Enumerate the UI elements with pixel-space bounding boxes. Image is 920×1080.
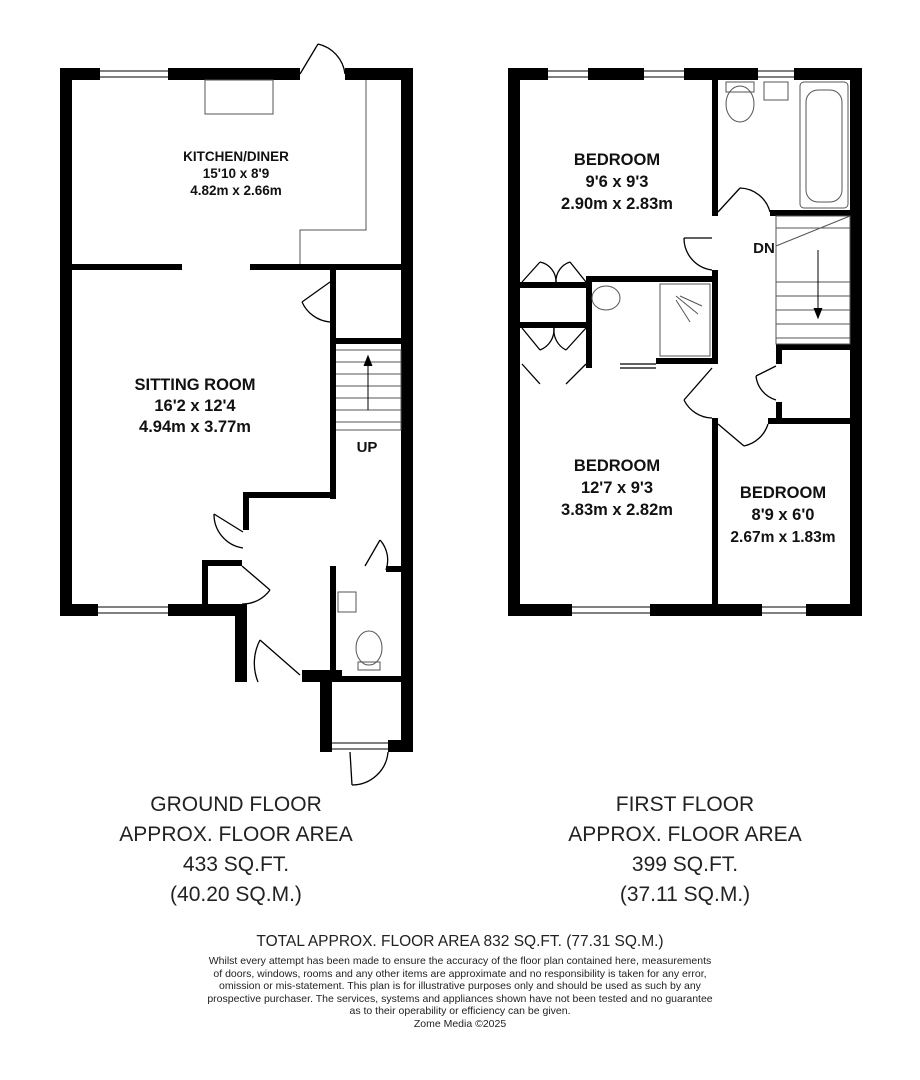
wall xyxy=(712,270,718,282)
first-floor-area-label: APPROX. FLOOR AREA xyxy=(568,823,802,846)
wc-toilet xyxy=(356,631,382,665)
stairs-up-label: UP xyxy=(356,439,378,456)
wall xyxy=(712,80,718,216)
wall xyxy=(250,264,401,270)
room-metric-bedroom-1: 2.90m x 2.83m xyxy=(561,195,673,213)
wall xyxy=(388,740,413,752)
bathtub xyxy=(800,82,848,208)
room-metric-kitchen-diner: 4.82m x 2.66m xyxy=(190,183,282,198)
shower-tray xyxy=(660,284,710,356)
wall xyxy=(586,276,718,282)
wall xyxy=(508,604,572,616)
ground-floor-sqm: (40.20 SQ.M.) xyxy=(170,883,302,906)
wall xyxy=(850,68,862,616)
wall xyxy=(330,338,401,344)
disclaimer-line: of doors, windows, rooms and any other items are approximate and no responsibility is taken for any error, xyxy=(213,967,707,980)
stairs-up xyxy=(336,350,401,430)
wall xyxy=(520,282,586,288)
wall xyxy=(520,322,592,328)
wall xyxy=(768,418,850,424)
credit: Zome Media ©2025 xyxy=(413,1017,507,1030)
wall xyxy=(330,676,401,682)
room-name-bedroom-2: BEDROOM xyxy=(573,457,661,475)
first-floor-sqm: (37.11 SQ.M.) xyxy=(619,883,751,906)
kitchen-worktop xyxy=(300,80,366,264)
wall xyxy=(770,210,850,216)
ensuite-basin xyxy=(592,286,620,310)
wall xyxy=(243,492,336,498)
bath-basin xyxy=(764,82,788,100)
wall xyxy=(712,418,718,616)
wall xyxy=(202,560,208,616)
first-floor-sqft: 399 SQ.FT. xyxy=(631,853,739,876)
first-floor-summary xyxy=(508,790,862,910)
bath-toilet xyxy=(726,86,754,122)
wall xyxy=(72,264,182,270)
wall xyxy=(712,282,718,364)
wall xyxy=(650,604,762,616)
room-name-sitting-room: SITTING ROOM xyxy=(134,376,256,394)
wall xyxy=(330,566,336,676)
wall xyxy=(243,492,249,530)
room-name-kitchen-diner: KITCHEN/DINER xyxy=(183,149,289,164)
room-metric-bedroom-3: 2.67m x 1.83m xyxy=(730,529,836,546)
wall xyxy=(386,566,401,572)
ground-floor-area-label: APPROX. FLOOR AREA xyxy=(119,823,353,846)
disclaimer-line: Whilst every attempt has been made to ensure the accuracy of the floor plan contained here, measurements xyxy=(208,955,712,967)
wall xyxy=(656,358,718,364)
wall xyxy=(684,68,758,80)
room-imperial-kitchen-diner: 15'10 x 8'9 xyxy=(202,166,270,181)
first-floor-title: FIRST FLOOR xyxy=(615,793,755,816)
wall xyxy=(320,670,332,752)
stairs-down-label: DN xyxy=(753,240,775,257)
room-imperial-bedroom-1: 9'6 x 9'3 xyxy=(585,173,649,191)
room-name-bedroom-3: BEDROOM xyxy=(739,484,827,502)
disclaimer-line: prospective purchaser. The services, systems and appliances shown have not been tested and no guarantee xyxy=(207,992,713,1005)
ground-floor-sqft: 433 SQ.FT. xyxy=(182,853,290,876)
stairs-down xyxy=(776,216,850,344)
ground-floor-title: GROUND FLOOR xyxy=(150,793,322,816)
wall xyxy=(508,68,520,616)
footer xyxy=(0,933,920,1031)
wall xyxy=(401,68,413,752)
wall xyxy=(330,264,336,499)
disclaimer-line: omission or mis-statement. This plan is for illustrative purposes only and should be used as such by any xyxy=(219,980,701,993)
kitchen-cabinet xyxy=(205,80,273,114)
ground-floor-summary xyxy=(60,790,412,910)
room-imperial-bedroom-3: 8'9 x 6'0 xyxy=(751,506,815,524)
disclaimer-line: as to their operability or efficiency can be given. xyxy=(349,1005,571,1018)
room-imperial-bedroom-2: 12'7 x 9'3 xyxy=(580,479,654,497)
room-metric-sitting-room: 4.94m x 3.77m xyxy=(139,418,251,436)
room-metric-bedroom-2: 3.83m x 2.82m xyxy=(561,501,673,519)
total-floor-area: TOTAL APPROX. FLOOR AREA 832 SQ.FT. (77.31 SQ.M.) xyxy=(256,933,664,950)
wc-basin xyxy=(338,592,356,612)
wall xyxy=(588,68,644,80)
wall xyxy=(60,604,98,616)
room-name-bedroom-1: BEDROOM xyxy=(573,151,661,169)
wall xyxy=(320,740,332,752)
wall xyxy=(60,68,72,616)
wall xyxy=(168,68,300,80)
wall xyxy=(806,604,862,616)
wall xyxy=(776,344,850,350)
room-imperial-sitting-room: 16'2 x 12'4 xyxy=(154,397,236,415)
wall xyxy=(235,604,247,682)
wall xyxy=(776,344,782,364)
